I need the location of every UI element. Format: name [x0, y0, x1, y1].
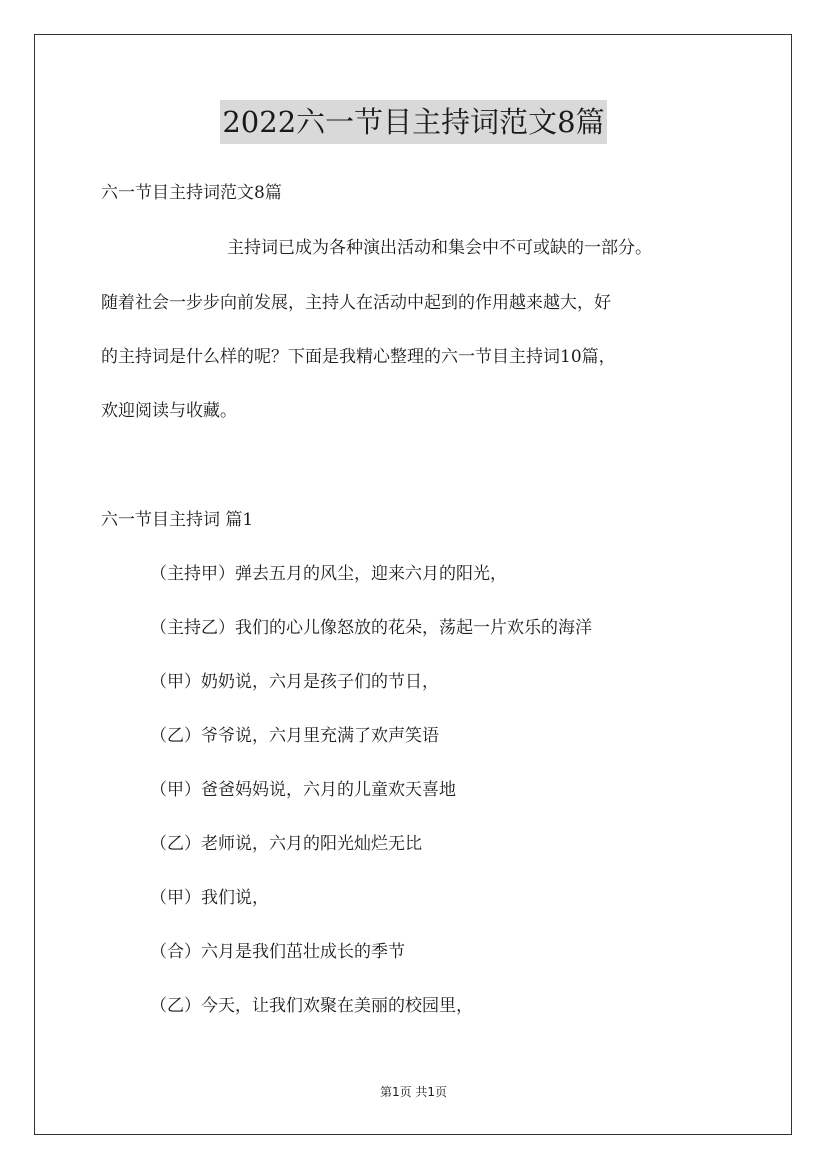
script-line: （甲）奶奶说，六月是孩子们的节日，: [150, 672, 439, 692]
intro-line-4: 欢迎阅读与收藏。: [101, 401, 237, 421]
intro-line-1: 主持词已成为各种演出活动和集会中不可或缺的一部分。: [227, 238, 652, 258]
intro-line-3: 的主持词是什么样的呢？下面是我精心整理的六一节目主持词10篇，: [101, 347, 616, 367]
page-footer: 第1页 共1页: [379, 1085, 448, 1099]
script-line: （乙）爷爷说，六月里充满了欢声笑语: [150, 726, 439, 746]
script-line: （乙）今天，让我们欢聚在美丽的校园里，: [150, 996, 473, 1016]
script-line: （甲）我们说，: [150, 888, 269, 908]
document-title-wrapper: [0, 100, 827, 144]
script-line: （主持乙）我们的心儿像怒放的花朵，荡起一片欢乐的海洋: [150, 618, 592, 638]
script-line: （主持甲）弹去五月的风尘，迎来六月的阳光，: [150, 564, 507, 584]
script-line: （乙）老师说，六月的阳光灿烂无比: [150, 834, 422, 854]
document-subtitle: 六一节目主持词范文8篇: [101, 183, 282, 203]
document-title: 2022六一节目主持词范文8篇: [220, 100, 606, 144]
intro-line-2: 随着社会一步步向前发展，主持人在活动中起到的作用越来越大，好: [101, 293, 611, 313]
script-line: （合）六月是我们茁壮成长的季节: [150, 942, 405, 962]
script-line: （甲）爸爸妈妈说，六月的儿童欢天喜地: [150, 780, 456, 800]
section-heading: 六一节目主持词 篇1: [101, 510, 254, 530]
